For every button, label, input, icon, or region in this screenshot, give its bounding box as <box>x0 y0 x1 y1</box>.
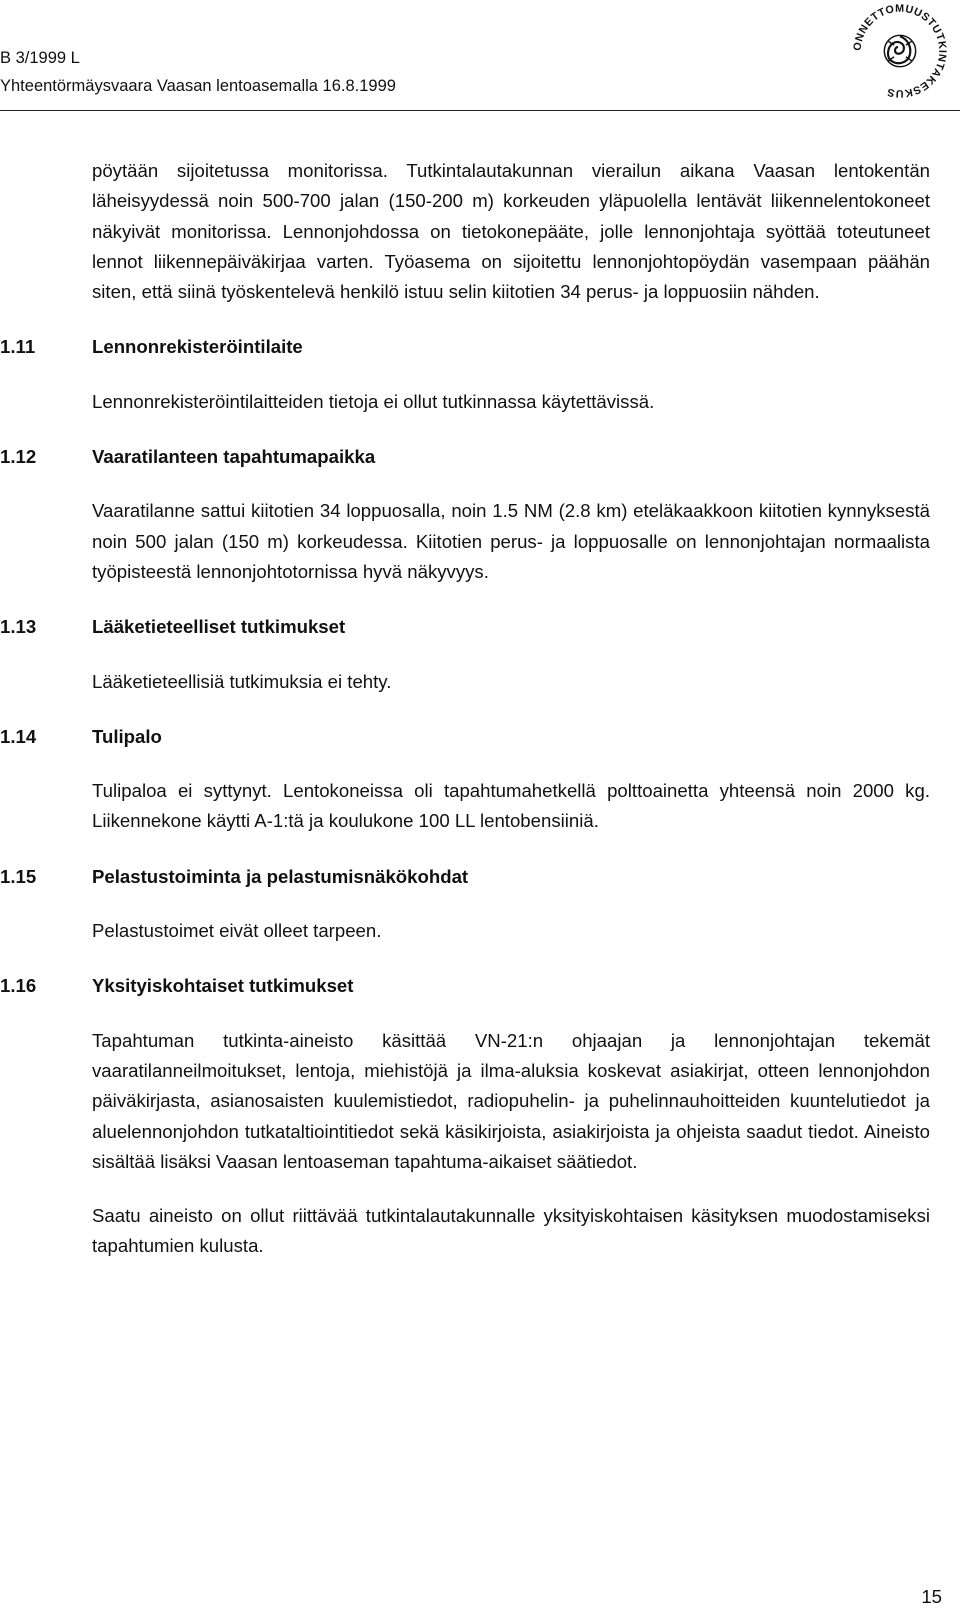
section-title: Pelastustoiminta ja pelastumisnäkökohdat <box>92 865 469 887</box>
document-title: Yhteentörmäysvaara Vaasan lentoasemalla 16.8.1999 <box>0 77 396 95</box>
section-number: 1.14 <box>0 725 37 747</box>
section-heading <box>0 332 960 362</box>
section-1-11 <box>0 332 960 417</box>
seal-lettering: ONNETTOMUUSTUTKINTAKESKUS <box>851 2 949 100</box>
header-divider <box>0 110 960 111</box>
section-heading <box>0 442 960 472</box>
section-title: Lennonrekisteröintilaite <box>92 336 303 358</box>
page-header <box>0 44 396 100</box>
section-1-14 <box>0 722 960 837</box>
section-number: 1.12 <box>0 446 37 468</box>
svg-text:ONNETTOMUUSTUTKINTAKESKUS <box>852 3 949 99</box>
section-paragraph: Pelastustoimet eivät olleet tarpeen. <box>92 920 382 942</box>
section-paragraph: Saatu aineisto on ollut riittävää tutkintalautakunnalle yksityiskohtaisen käsityksen muodostamiseksi tapahtumien kulusta. <box>92 1205 930 1257</box>
onnettomuustutkintakeskus-seal-icon <box>851 2 949 100</box>
section-number: 1.11 <box>0 336 36 358</box>
section-title: Lääketieteelliset tutkimukset <box>92 616 346 638</box>
section-number: 1.16 <box>0 975 37 997</box>
section-heading <box>0 612 960 642</box>
document-id: B 3/1999 L <box>0 49 80 67</box>
intro-paragraph: pöytään sijoitetussa monitorissa. Tutkintalautakunnan vierailun aikana Vaasan lentokentän läheisyydessä noin 500-700 jalan (150-200 m) korkeuden yläpuolella lentävät liikennelentokoneet näkyivät monitorissa. Lennonjohdossa on tietokonepääte, jolle lennonjohtaja syöttää toteutuneet lennot liikennepäiväkirjaa varten. Työasema on sijoitettu lennonjohtopöydän vasempaan päähän siten, että siinä työskentelevä henkilö istuu selin kiitotien 34 perus- ja loppuosiin nähden. <box>92 160 930 303</box>
section-title: Tulipalo <box>92 725 162 747</box>
page-number: 15 <box>921 1586 942 1607</box>
section-title: Yksityiskohtaiset tutkimukset <box>92 975 354 997</box>
section-paragraph: Tulipaloa ei syttynyt. Lentokoneissa oli tapahtumahetkellä polttoainetta yhteensä noin 2000 kg. Liikennekone käytti A-1:tä ja koulukone 100 LL lentobensiiniä. <box>92 780 930 832</box>
section-1-13 <box>0 612 960 697</box>
section-1-16 <box>0 971 960 1261</box>
section-number: 1.15 <box>0 865 37 887</box>
section-paragraph: Tapahtuman tutkinta-aineisto käsittää VN-21:n ohjaajan ja lennonjohtajan tekemät vaaratilanneilmoitukset, lentoja, miehistöjä ja ilma-aluksia koskevat asiakirjat, otteen lennonjohdon päiväkirjasta, asianosaisten kuulemistiedot, radiopuhelin- ja puhelinnauhoitteiden kuuntelutiedot ja aluelennonjohdon tutkataltiointitiedot sekä käsikirjoista, asiakirjoista ja ohjeista saadut tiedot. Aineisto sisältää lisäksi Vaasan lentoaseman tapahtuma-aikaiset säätiedot. <box>92 1029 930 1172</box>
section-paragraph: Lääketieteellisiä tutkimuksia ei tehty. <box>92 670 392 692</box>
section-1-12 <box>0 442 960 587</box>
section-paragraph: Lennonrekisteröintilaitteiden tietoja ei ollut tutkinnassa käytettävissä. <box>92 390 655 412</box>
section-paragraph: Vaaratilanne sattui kiitotien 34 loppuosalla, noin 1.5 NM (2.8 km) eteläkaakkoon kiitotien kynnyksestä noin 500 jalan (150 m) korkeudessa. Kiitotien perus- ja loppuosalle on lennonjohtajan normaalista työpisteestä lennonjohtotornissa hyvä näkyvyys. <box>92 500 930 582</box>
section-heading <box>0 971 960 1001</box>
section-1-15 <box>0 862 960 947</box>
section-title: Vaaratilanteen tapahtumapaikka <box>92 446 376 468</box>
section-heading <box>0 862 960 892</box>
section-heading <box>0 722 960 752</box>
section-number: 1.13 <box>0 616 37 638</box>
page-content <box>0 156 960 1262</box>
